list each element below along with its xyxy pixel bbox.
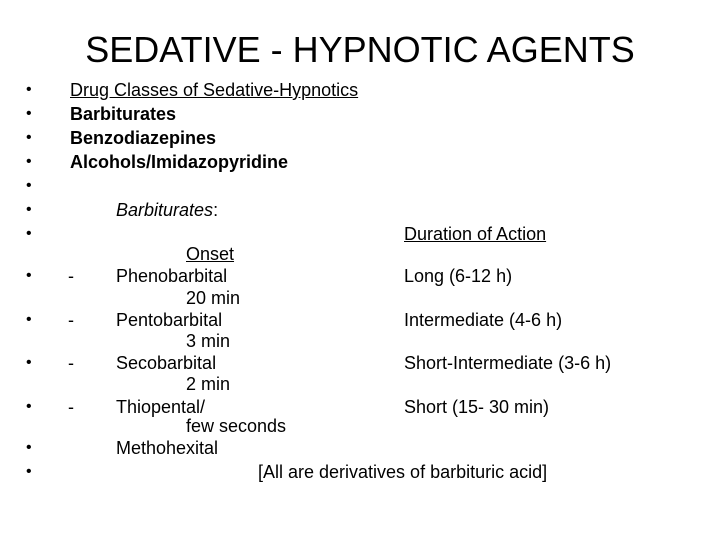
drug-name: Phenobarbital [116,266,228,286]
bullet-marker: • [26,153,32,170]
bullet-marker: • [26,105,32,122]
drug-duration: Intermediate (4-6 h) [404,310,563,330]
bullet-marker: • [26,201,32,218]
classes-heading: Drug Classes of Sedative-Hypnotics [70,80,359,100]
bullet-marker: • [26,267,32,284]
drug-name: Thiopental/ [116,397,206,417]
duration-header: Duration of Action [404,224,547,244]
drug-duration: Long (6-12 h) [404,266,513,286]
bullet-marker: • [26,81,32,98]
drug-name: Secobarbital [116,353,217,373]
bullet-marker: • [26,177,32,194]
drug-duration: Short (15- 30 min) [404,397,550,417]
bullet-marker: • [26,354,32,371]
drug-duration: Short-Intermediate (3-6 h) [404,353,612,373]
bullet-marker: • [26,225,32,242]
bullet-marker: • [26,129,32,146]
dash-marker: - [68,397,74,417]
drug-onset: 3 min [186,331,231,351]
class-item: Barbiturates [70,104,177,124]
bullet-marker: • [26,311,32,328]
drug-onset: few seconds [186,416,287,436]
barbiturates-heading [116,199,218,221]
class-item: Benzodiazepines [70,128,217,148]
class-item: Alcohols/Imidazopyridine [70,152,289,172]
barbiturates-heading-text: Barbiturates [116,200,214,220]
bullet-marker: • [26,439,32,456]
dash-marker: - [68,310,74,330]
slide-title: SEDATIVE - HYPNOTIC AGENTS [85,29,635,70]
drug-onset: 2 min [186,374,231,394]
drug-name: Methohexital [116,438,219,458]
drug-onset: 20 min [186,288,241,308]
dash-marker: - [68,266,74,286]
heading-colon: : [213,200,219,220]
bullet-marker: • [26,463,32,480]
drug-name: Pentobarbital [116,310,223,330]
bullet-marker: • [26,398,32,415]
onset-header: Onset [186,244,235,264]
dash-marker: - [68,353,74,373]
footnote: [All are derivatives of barbituric acid] [258,462,548,482]
